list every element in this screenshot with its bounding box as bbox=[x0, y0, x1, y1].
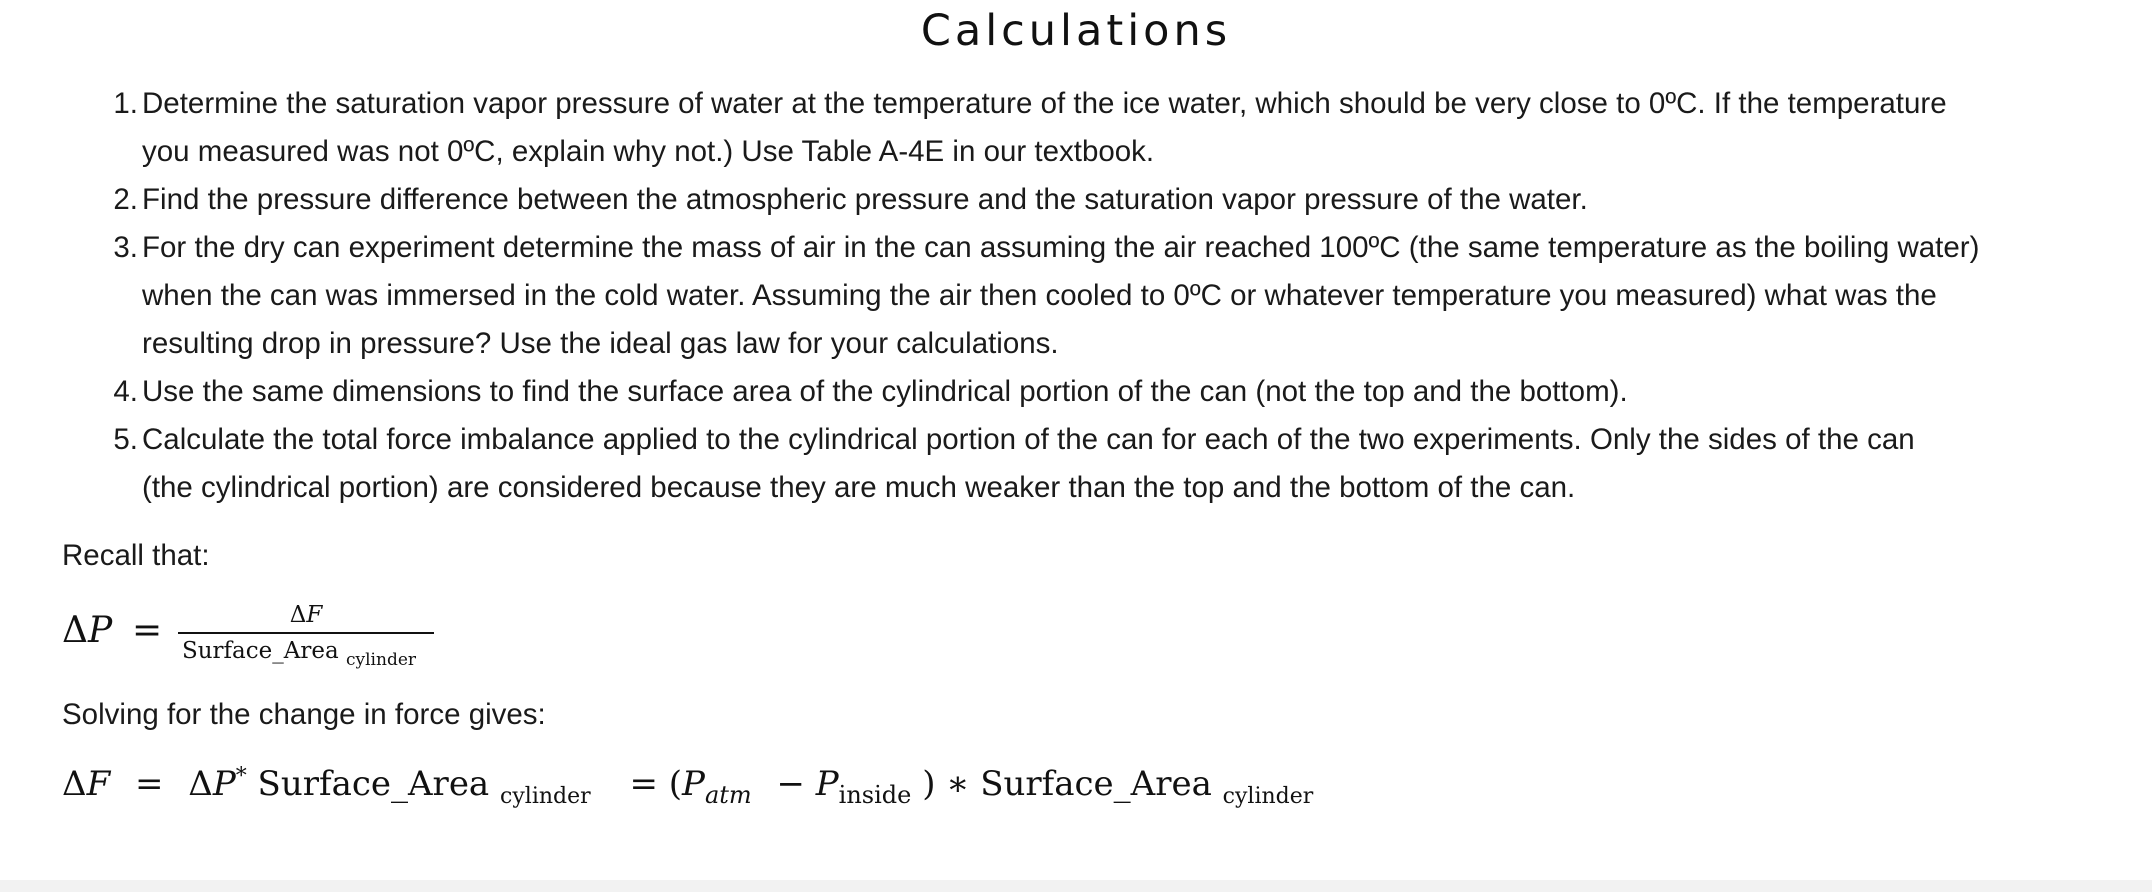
solving-label: Solving for the change in force gives: bbox=[62, 698, 546, 731]
step-text-line: Use the same dimensions to find the surface area of the cylindrical portion of the can (not the top and the bottom). bbox=[142, 375, 1628, 408]
step-text-line: For the dry can experiment determine the mass of air in the can assuming the air reached 100ºC (the same temperature as the boiling water) bbox=[142, 231, 1980, 264]
fraction-denominator: Surface_Area $_{cylinder}$ bbox=[181, 638, 417, 670]
step-text-line: you measured was not 0ºC, explain why not.) Use Table A-4E in our textbook. bbox=[142, 135, 1155, 168]
step-text-line: resulting drop in pressure? Use the ideal gas law for your calculations. bbox=[142, 327, 1059, 360]
equals-sign: = bbox=[132, 610, 163, 651]
step-item bbox=[113, 224, 2152, 368]
step-number: 4. bbox=[113, 375, 138, 408]
recall-label: Recall that: bbox=[62, 539, 210, 572]
equation-lhs: ΔP bbox=[62, 610, 113, 651]
step-item bbox=[113, 368, 2152, 416]
bottom-strip bbox=[0, 880, 2152, 892]
step-text-line: Find the pressure difference between the atmospheric pressure and the saturation vapor pressure of the water. bbox=[142, 183, 1588, 216]
step-text-line: (the cylindrical portion) are considered because they are much weaker than the top and the bottom of the can. bbox=[142, 471, 1576, 504]
force-over-area-fraction bbox=[178, 600, 434, 670]
calculation-steps-list bbox=[104, 80, 2152, 512]
fraction-numerator: ΔF bbox=[289, 602, 323, 628]
step-number: 2. bbox=[113, 183, 138, 216]
step-item bbox=[113, 416, 2152, 512]
step-number: 5. bbox=[113, 423, 138, 456]
step-item bbox=[113, 176, 2152, 224]
force-equation: ΔF = ΔP* Surface_Area $_{cylinder} = (P_{atm} - P_{inside}$ ) ∗ Surface_Area $_{cylinder}$ bbox=[62, 764, 1314, 809]
step-number: 1. bbox=[113, 87, 138, 120]
step-item bbox=[113, 80, 2152, 176]
step-text-line: when the can was immersed in the cold water. Assuming the air then cooled to 0ºC or whatever temperature you measured) what was the bbox=[142, 279, 1937, 312]
fraction-bar bbox=[178, 632, 434, 634]
step-text-line: Calculate the total force imbalance applied to the cylindrical portion of the can for each of the two experiments. Only the sides of the can bbox=[142, 423, 1915, 456]
step-text-line: Determine the saturation vapor pressure of water at the temperature of the ice water, which should be very close to 0ºC. If the temperature bbox=[142, 87, 1947, 120]
step-number: 3. bbox=[113, 231, 138, 264]
page-title: Calculations bbox=[920, 6, 1232, 56]
